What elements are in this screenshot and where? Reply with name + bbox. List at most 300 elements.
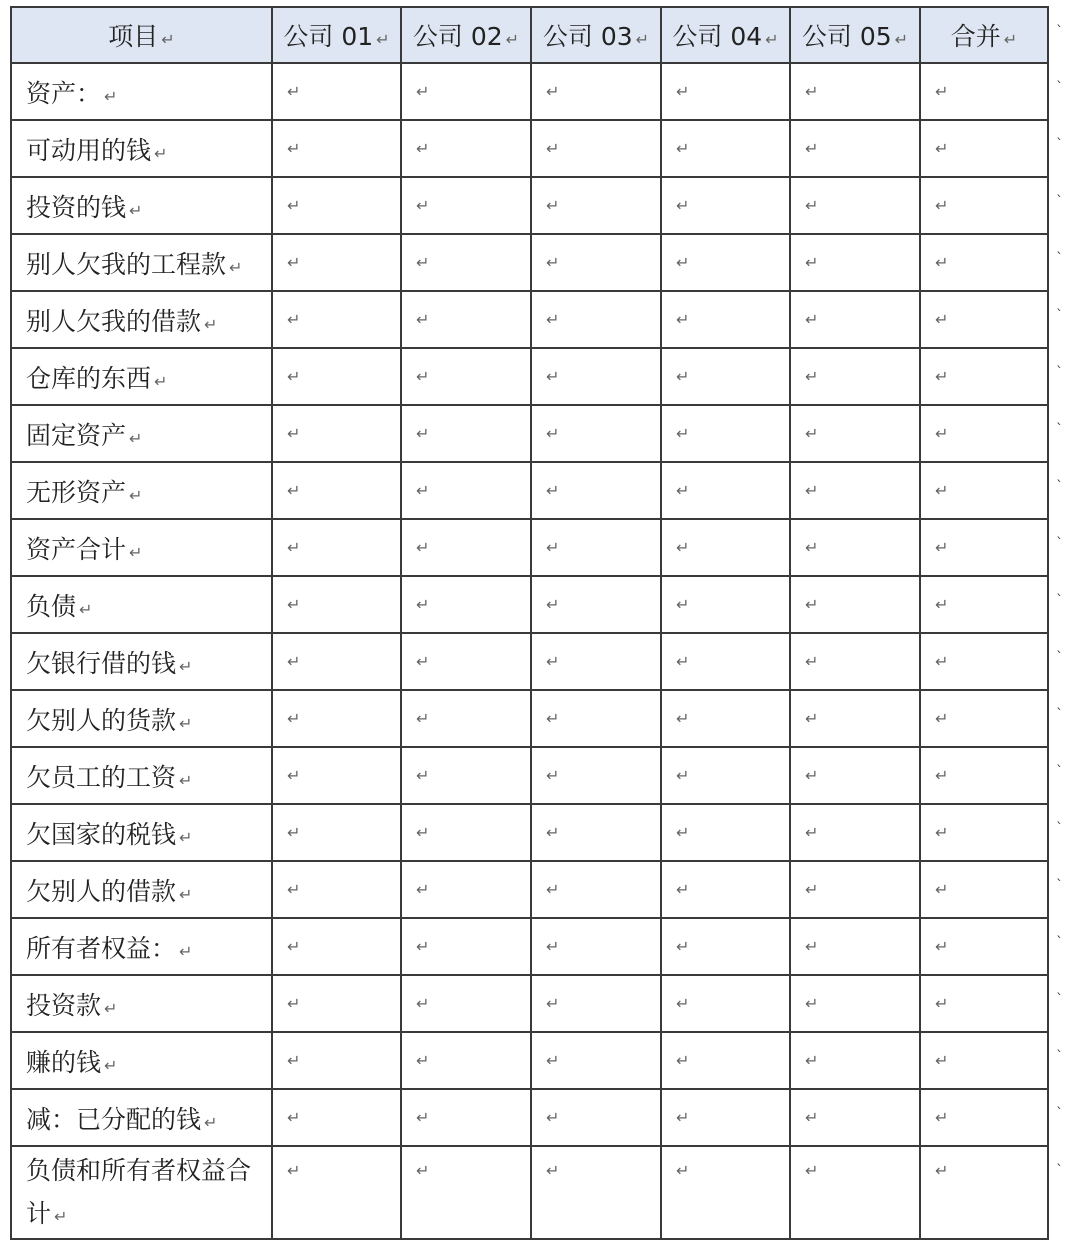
paragraph-mark-icon: ↵ (935, 1051, 949, 1070)
value-cell[interactable] (790, 576, 920, 633)
value-cell[interactable] (272, 405, 401, 462)
value-cell[interactable] (920, 1146, 1048, 1239)
value-cell[interactable] (272, 348, 401, 405)
value-cell[interactable] (790, 291, 920, 348)
value-cell[interactable] (920, 804, 1048, 861)
table-row (11, 63, 1048, 120)
value-cell[interactable] (661, 63, 790, 120)
row-label-cell[interactable] (11, 405, 272, 462)
paragraph-mark-icon: ↵ (805, 994, 819, 1013)
table-row (11, 747, 1048, 804)
paragraph-mark-icon: ↵ (287, 994, 301, 1013)
paragraph-mark-icon: ↵ (416, 1161, 430, 1180)
value-cell[interactable] (531, 462, 661, 519)
value-cell[interactable] (920, 1032, 1048, 1089)
paragraph-mark-icon: ↵ (935, 367, 949, 386)
value-cell[interactable] (920, 120, 1048, 177)
row-label: 负债 (26, 591, 77, 621)
value-cell[interactable] (920, 747, 1048, 804)
value-cell[interactable] (401, 918, 531, 975)
value-cell[interactable] (531, 1089, 661, 1146)
row-label-cell[interactable] (11, 234, 272, 291)
value-cell[interactable] (531, 120, 661, 177)
value-cell[interactable] (790, 861, 920, 918)
paragraph-mark-icon: ↵ (676, 424, 690, 443)
row-label: 投资款 (26, 990, 102, 1020)
table-body (11, 63, 1048, 1239)
value-cell[interactable] (401, 177, 531, 234)
paragraph-mark-icon: ↵ (805, 595, 819, 614)
value-cell[interactable] (661, 519, 790, 576)
paragraph-mark-icon: ↵ (1003, 30, 1018, 49)
table-row (11, 1146, 1048, 1239)
paragraph-mark-icon: ↵ (935, 1161, 949, 1180)
paragraph-mark-icon: ↵ (287, 424, 301, 443)
value-cell[interactable] (401, 462, 531, 519)
row-label-cell[interactable] (11, 177, 272, 234)
table-row (11, 690, 1048, 747)
value-cell[interactable] (272, 690, 401, 747)
value-cell[interactable] (920, 519, 1048, 576)
value-cell[interactable] (661, 804, 790, 861)
paragraph-mark-icon: ↵ (805, 1051, 819, 1070)
row-label: 减：已分配的钱 (26, 1104, 202, 1134)
value-cell[interactable] (661, 576, 790, 633)
row-label-cell[interactable] (11, 633, 272, 690)
value-cell[interactable] (790, 177, 920, 234)
value-cell[interactable] (661, 747, 790, 804)
paragraph-mark-icon: ↵ (935, 310, 949, 329)
value-cell[interactable] (790, 348, 920, 405)
value-cell[interactable] (272, 462, 401, 519)
paragraph-mark-icon: ↵ (104, 998, 118, 1018)
row-label: 固定资产 (26, 420, 127, 450)
paragraph-mark-icon: ↵ (161, 30, 175, 49)
table-row (11, 234, 1048, 291)
row-label: 资产： (26, 78, 102, 108)
value-cell[interactable] (401, 633, 531, 690)
paragraph-mark-icon: ↵ (805, 424, 819, 443)
value-cell[interactable] (790, 120, 920, 177)
value-cell[interactable] (401, 690, 531, 747)
row-label: 欠国家的税钱 (26, 819, 177, 849)
value-cell[interactable] (790, 1032, 920, 1089)
paragraph-mark-icon: ↵ (229, 257, 243, 277)
end-of-row-mark: ˋ (1056, 935, 1063, 951)
value-cell[interactable] (272, 804, 401, 861)
paragraph-mark-icon: ↵ (676, 481, 690, 500)
paragraph-mark-icon: ↵ (416, 139, 430, 158)
paragraph-mark-icon: ↵ (805, 652, 819, 671)
paragraph-mark-icon: ↵ (416, 937, 430, 956)
end-of-row-mark: ˋ (1056, 80, 1063, 96)
paragraph-mark-icon: ↵ (287, 196, 301, 215)
value-cell[interactable] (401, 234, 531, 291)
paragraph-mark-icon: ↵ (805, 367, 819, 386)
paragraph-mark-icon: ↵ (287, 1161, 301, 1180)
paragraph-mark-icon: ↵ (546, 196, 560, 215)
value-cell[interactable] (531, 291, 661, 348)
value-cell[interactable] (401, 519, 531, 576)
table-row (11, 804, 1048, 861)
value-cell[interactable] (401, 804, 531, 861)
paragraph-mark-icon: ↵ (287, 652, 301, 671)
value-cell[interactable] (531, 405, 661, 462)
value-cell[interactable] (272, 975, 401, 1032)
row-label: 投资的钱 (26, 192, 127, 222)
table-row (11, 291, 1048, 348)
value-cell[interactable] (920, 690, 1048, 747)
end-of-row-mark: ˋ (1056, 593, 1063, 609)
paragraph-mark-icon: ↵ (935, 82, 949, 101)
value-cell[interactable] (920, 63, 1048, 120)
value-cell[interactable] (661, 975, 790, 1032)
row-label-cell[interactable] (11, 63, 272, 120)
value-cell[interactable] (790, 234, 920, 291)
value-cell[interactable] (401, 1032, 531, 1089)
end-of-row-mark: ˋ (1056, 536, 1063, 552)
paragraph-mark-icon: ↵ (129, 428, 143, 448)
paragraph-mark-icon: ↵ (287, 1051, 301, 1070)
value-cell[interactable] (272, 177, 401, 234)
paragraph-mark-icon: ↵ (416, 1051, 430, 1070)
paragraph-mark-icon: ↵ (287, 937, 301, 956)
paragraph-mark-icon: ↵ (416, 253, 430, 272)
row-label: 欠银行借的钱 (26, 648, 177, 678)
table-row (11, 462, 1048, 519)
row-label-cell[interactable] (11, 1089, 272, 1146)
paragraph-mark-icon: ↵ (287, 253, 301, 272)
value-cell[interactable] (920, 576, 1048, 633)
value-cell[interactable] (531, 1146, 661, 1239)
value-cell[interactable] (401, 291, 531, 348)
value-cell[interactable] (272, 291, 401, 348)
paragraph-mark-icon: ↵ (935, 538, 949, 557)
paragraph-mark-icon: ↵ (676, 709, 690, 728)
paragraph-mark-icon: ↵ (805, 880, 819, 899)
value-cell[interactable] (790, 1089, 920, 1146)
end-of-row-mark: ˋ (1056, 1049, 1063, 1065)
balance-sheet-table-wrapper (10, 6, 1049, 1240)
paragraph-mark-icon: ↵ (935, 880, 949, 899)
value-cell[interactable] (531, 747, 661, 804)
paragraph-mark-icon: ↵ (416, 424, 430, 443)
row-label-cell[interactable] (11, 861, 272, 918)
value-cell[interactable] (272, 63, 401, 120)
row-label-cell[interactable] (11, 690, 272, 747)
paragraph-mark-icon: ↵ (676, 595, 690, 614)
row-label-cell[interactable] (11, 747, 272, 804)
balance-sheet-table (10, 6, 1049, 1240)
value-cell[interactable] (531, 975, 661, 1032)
header-consolidated: 合并 ↵ (920, 7, 1048, 63)
paragraph-mark-icon: ↵ (935, 595, 949, 614)
paragraph-mark-icon: ↵ (676, 310, 690, 329)
paragraph-mark-icon: ↵ (287, 82, 301, 101)
value-cell[interactable] (531, 576, 661, 633)
value-cell[interactable] (790, 690, 920, 747)
paragraph-mark-icon: ↵ (179, 941, 193, 961)
value-cell[interactable] (401, 576, 531, 633)
row-label: 别人欠我的工程款 (26, 249, 227, 279)
value-cell[interactable] (920, 462, 1048, 519)
paragraph-mark-icon: ↵ (805, 823, 819, 842)
row-label: 资产合计 (26, 534, 127, 564)
paragraph-mark-icon: ↵ (416, 880, 430, 899)
value-cell[interactable] (661, 234, 790, 291)
end-of-row-mark: ˋ (1056, 479, 1063, 495)
value-cell[interactable] (920, 975, 1048, 1032)
paragraph-mark-icon: ↵ (204, 1112, 218, 1132)
paragraph-mark-icon: ↵ (287, 367, 301, 386)
paragraph-mark-icon: ↵ (287, 880, 301, 899)
value-cell[interactable] (531, 804, 661, 861)
value-cell[interactable] (272, 747, 401, 804)
value-cell[interactable] (790, 975, 920, 1032)
end-of-row-mark: ˋ (1056, 365, 1063, 381)
paragraph-mark-icon: ↵ (287, 481, 301, 500)
paragraph-mark-icon: ↵ (935, 196, 949, 215)
value-cell[interactable] (401, 975, 531, 1032)
paragraph-mark-icon: ↵ (416, 367, 430, 386)
paragraph-mark-icon: ↵ (935, 253, 949, 272)
table-row (11, 918, 1048, 975)
paragraph-mark-icon: ↵ (179, 827, 193, 847)
value-cell[interactable] (272, 234, 401, 291)
paragraph-mark-icon: ↵ (676, 994, 690, 1013)
paragraph-mark-icon: ↵ (154, 371, 168, 391)
paragraph-mark-icon: ↵ (546, 538, 560, 557)
value-cell[interactable] (401, 861, 531, 918)
value-cell[interactable] (661, 348, 790, 405)
value-cell[interactable] (920, 1089, 1048, 1146)
row-label-cell[interactable] (11, 291, 272, 348)
header-company-01: 公司 01 ↵ (272, 7, 401, 63)
value-cell[interactable] (272, 120, 401, 177)
value-cell[interactable] (661, 462, 790, 519)
end-of-row-mark: ˋ (1056, 650, 1063, 666)
value-cell[interactable] (401, 405, 531, 462)
paragraph-mark-icon: ↵ (416, 595, 430, 614)
value-cell[interactable] (272, 1089, 401, 1146)
row-label-cell[interactable] (11, 975, 272, 1032)
paragraph-mark-icon: ↵ (287, 766, 301, 785)
value-cell[interactable] (790, 747, 920, 804)
paragraph-mark-icon: ↵ (204, 314, 218, 334)
paragraph-mark-icon: ↵ (287, 1108, 301, 1127)
paragraph-mark-icon: ↵ (676, 139, 690, 158)
value-cell[interactable] (272, 633, 401, 690)
value-cell[interactable] (661, 861, 790, 918)
row-label-cell[interactable] (11, 519, 272, 576)
paragraph-mark-icon: ↵ (676, 1108, 690, 1127)
value-cell[interactable] (531, 234, 661, 291)
value-cell[interactable] (531, 633, 661, 690)
value-cell[interactable] (401, 747, 531, 804)
value-cell[interactable] (661, 1146, 790, 1239)
value-cell[interactable] (272, 918, 401, 975)
value-cell[interactable] (531, 63, 661, 120)
row-label-cell[interactable] (11, 1146, 272, 1239)
value-cell[interactable] (401, 120, 531, 177)
end-of-row-mark: ˋ (1056, 707, 1063, 723)
value-cell[interactable] (920, 348, 1048, 405)
row-label-cell[interactable] (11, 1032, 272, 1089)
value-cell[interactable] (920, 918, 1048, 975)
header-company-04: 公司 04 ↵ (661, 7, 790, 63)
paragraph-mark-icon: ↵ (505, 30, 520, 49)
paragraph-mark-icon: ↵ (676, 880, 690, 899)
paragraph-mark-icon: ↵ (546, 310, 560, 329)
value-cell[interactable] (661, 633, 790, 690)
value-cell[interactable] (531, 918, 661, 975)
value-cell[interactable] (272, 1032, 401, 1089)
paragraph-mark-icon: ↵ (287, 538, 301, 557)
value-cell[interactable] (790, 918, 920, 975)
value-cell[interactable] (661, 690, 790, 747)
row-label: 赚的钱 (26, 1047, 102, 1077)
row-label: 可动用的钱 (26, 135, 152, 165)
value-cell[interactable] (790, 519, 920, 576)
value-cell[interactable] (790, 63, 920, 120)
value-cell[interactable] (531, 1032, 661, 1089)
table-row (11, 861, 1048, 918)
value-cell[interactable] (790, 633, 920, 690)
row-label-cell[interactable] (11, 462, 272, 519)
paragraph-mark-icon: ↵ (546, 652, 560, 671)
paragraph-mark-icon: ↵ (676, 196, 690, 215)
table-row (11, 576, 1048, 633)
paragraph-mark-icon: ↵ (676, 538, 690, 557)
value-cell[interactable] (531, 348, 661, 405)
value-cell[interactable] (661, 1032, 790, 1089)
value-cell[interactable] (790, 804, 920, 861)
header-row (11, 7, 1048, 63)
value-cell[interactable] (531, 519, 661, 576)
value-cell[interactable] (531, 861, 661, 918)
value-cell[interactable] (920, 291, 1048, 348)
value-cell[interactable] (920, 861, 1048, 918)
paragraph-mark-icon: ↵ (805, 937, 819, 956)
row-label: 负债和所有者权益合计 (26, 1156, 252, 1228)
value-cell[interactable] (531, 177, 661, 234)
paragraph-mark-icon: ↵ (416, 481, 430, 500)
paragraph-mark-icon: ↵ (129, 200, 143, 220)
row-label-cell[interactable] (11, 804, 272, 861)
value-cell[interactable] (661, 177, 790, 234)
paragraph-mark-icon: ↵ (546, 253, 560, 272)
paragraph-mark-icon: ↵ (805, 1108, 819, 1127)
table-row (11, 348, 1048, 405)
header-company-03: 公司 03 ↵ (531, 7, 661, 63)
paragraph-mark-icon: ↵ (416, 196, 430, 215)
paragraph-mark-icon: ↵ (805, 481, 819, 500)
value-cell[interactable] (272, 1146, 401, 1239)
paragraph-mark-icon: ↵ (416, 652, 430, 671)
value-cell[interactable] (272, 861, 401, 918)
paragraph-mark-icon: ↵ (546, 937, 560, 956)
value-cell[interactable] (920, 633, 1048, 690)
table-row (11, 120, 1048, 177)
paragraph-mark-icon: ↵ (287, 310, 301, 329)
end-of-row-mark: ˋ (1056, 764, 1063, 780)
row-label: 仓库的东西 (26, 363, 152, 393)
paragraph-mark-icon: ↵ (179, 770, 193, 790)
paragraph-mark-icon: ↵ (154, 143, 168, 163)
value-cell[interactable] (401, 63, 531, 120)
value-cell[interactable] (661, 405, 790, 462)
paragraph-mark-icon: ↵ (179, 713, 193, 733)
value-cell[interactable] (790, 405, 920, 462)
paragraph-mark-icon: ↵ (546, 994, 560, 1013)
value-cell[interactable] (272, 519, 401, 576)
paragraph-mark-icon: ↵ (546, 823, 560, 842)
value-cell[interactable] (661, 1089, 790, 1146)
table-row (11, 405, 1048, 462)
paragraph-mark-icon: ↵ (935, 652, 949, 671)
end-of-row-mark: ˋ (1056, 308, 1063, 324)
paragraph-mark-icon: ↵ (287, 595, 301, 614)
value-cell[interactable] (531, 690, 661, 747)
paragraph-mark-icon: ↵ (546, 367, 560, 386)
value-cell[interactable] (920, 405, 1048, 462)
value-cell[interactable] (920, 177, 1048, 234)
end-of-row-mark: ˋ (1056, 194, 1063, 210)
end-of-row-mark: ˋ (1056, 24, 1063, 40)
value-cell[interactable] (401, 1089, 531, 1146)
paragraph-mark-icon: ↵ (635, 30, 650, 49)
paragraph-mark-icon: ↵ (546, 1051, 560, 1070)
paragraph-mark-icon: ↵ (546, 595, 560, 614)
header-company-05: 公司 05 ↵ (790, 7, 920, 63)
paragraph-mark-icon: ↵ (676, 937, 690, 956)
paragraph-mark-icon: ↵ (935, 937, 949, 956)
paragraph-mark-icon: ↵ (546, 481, 560, 500)
paragraph-mark-icon: ↵ (935, 1108, 949, 1127)
value-cell[interactable] (661, 918, 790, 975)
value-cell[interactable] (661, 120, 790, 177)
value-cell[interactable] (401, 1146, 531, 1239)
value-cell[interactable] (790, 462, 920, 519)
paragraph-mark-icon: ↵ (416, 709, 430, 728)
paragraph-mark-icon: ↵ (676, 652, 690, 671)
end-of-row-mark: ˋ (1056, 992, 1063, 1008)
row-label-cell[interactable] (11, 348, 272, 405)
value-cell[interactable] (661, 291, 790, 348)
row-label: 欠别人的货款 (26, 705, 177, 735)
row-label-cell[interactable] (11, 120, 272, 177)
paragraph-mark-icon: ↵ (129, 542, 143, 562)
paragraph-mark-icon: ↵ (104, 86, 118, 106)
row-label-cell[interactable] (11, 576, 272, 633)
end-of-row-mark: ˋ (1056, 422, 1063, 438)
value-cell[interactable] (790, 1146, 920, 1239)
value-cell[interactable] (272, 576, 401, 633)
paragraph-mark-icon: ↵ (416, 538, 430, 557)
paragraph-mark-icon: ↵ (765, 30, 779, 49)
end-of-row-mark: ˋ (1056, 137, 1063, 153)
table-row (11, 1032, 1048, 1089)
table-row (11, 633, 1048, 690)
paragraph-mark-icon: ↵ (935, 994, 949, 1013)
paragraph-mark-icon: ↵ (805, 139, 819, 158)
value-cell[interactable] (401, 348, 531, 405)
paragraph-mark-icon: ↵ (676, 1051, 690, 1070)
row-label-cell[interactable] (11, 918, 272, 975)
value-cell[interactable] (920, 234, 1048, 291)
paragraph-mark-icon: ↵ (416, 310, 430, 329)
paragraph-mark-icon: ↵ (546, 424, 560, 443)
